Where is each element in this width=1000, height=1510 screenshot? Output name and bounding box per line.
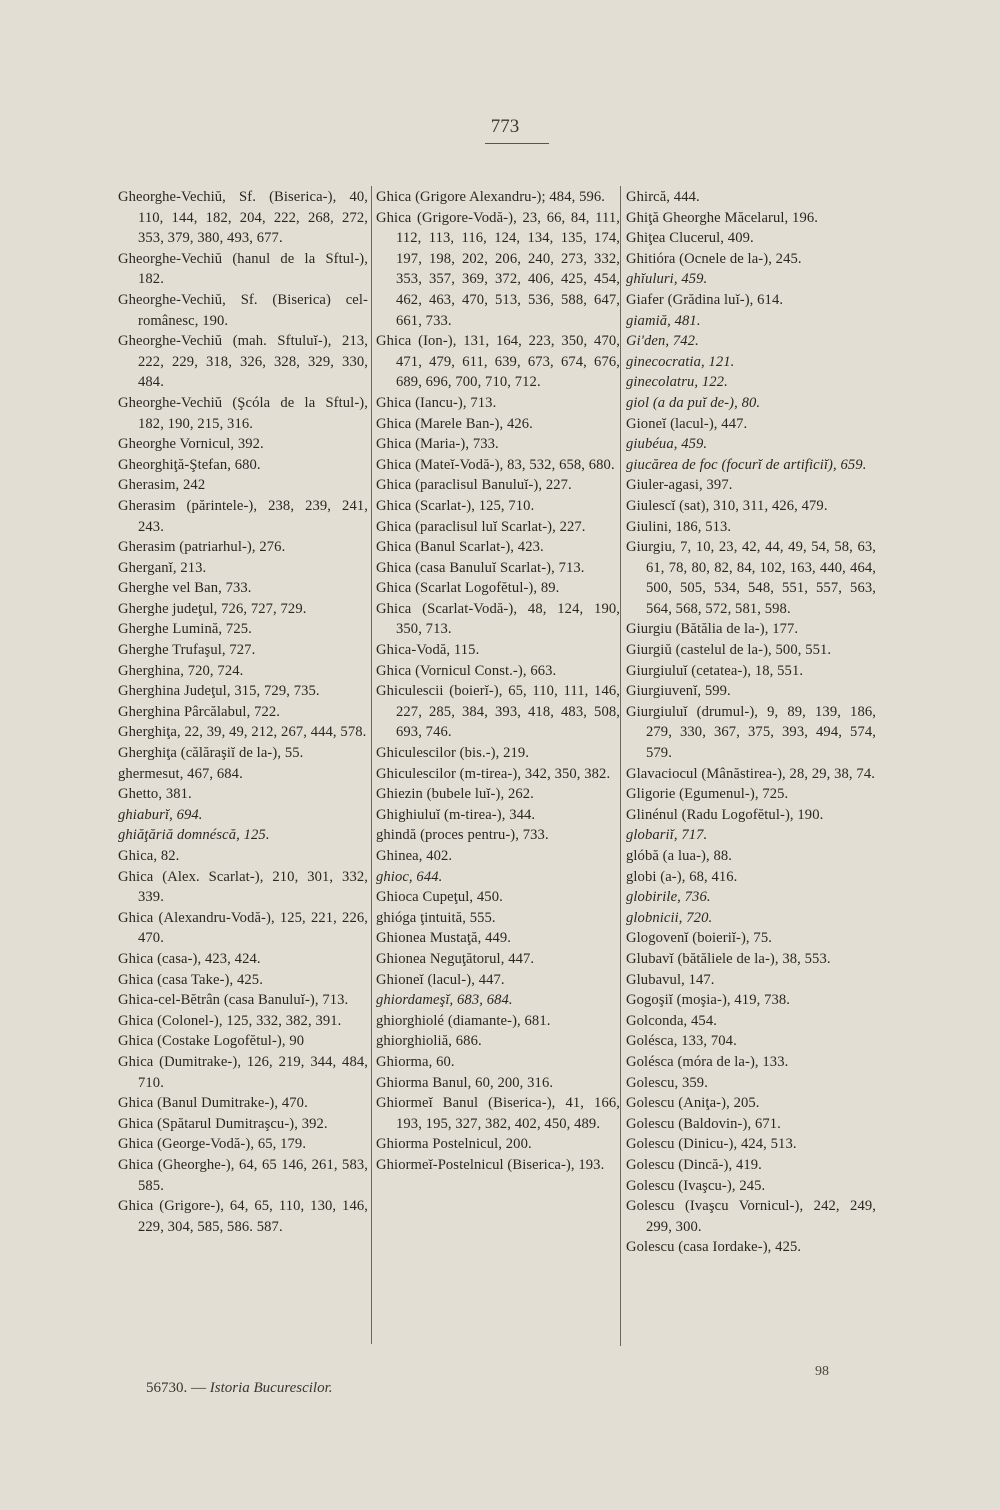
index-entry: ghiorghiolé (diamante-), 681. xyxy=(376,1012,551,1029)
index-entry: Giurgiuvenĭ, 599. xyxy=(626,683,731,700)
index-entry: Ghica (Dumitrake-), 126, 219, 344, 484, 710. xyxy=(118,1053,368,1091)
index-entry: Giurgiuluĭ (cetatea-), 18, 551. xyxy=(626,662,804,679)
imprint-title: Istoria Bucurescilor. xyxy=(209,1380,333,1396)
index-entry: Golescu, 359. xyxy=(626,1074,708,1091)
index-entry: Ghighiuluĭ (m-tirea-), 344. xyxy=(376,806,536,823)
index-entry: Ghinea, 402. xyxy=(376,848,453,864)
index-entry: Ghica (Scarlat-Vodă-), 48, 124, 190, 350, 713. xyxy=(376,600,620,638)
index-entry: Ghica (Scarlat-), 125, 710. xyxy=(376,497,535,514)
index-entry: Ghiţă Gheorghe Măcelarul, 196. xyxy=(626,209,818,226)
index-entry: ghióga ţintuită, 555. xyxy=(376,909,496,926)
index-entry: Ghiţea Clucerul, 409. xyxy=(626,230,754,247)
index-entry: Gherghe Trufaşul, 727. xyxy=(118,642,256,659)
index-entry: ginecolatru, 122. xyxy=(626,374,728,391)
index-column-1 xyxy=(118,187,368,1237)
index-entry: Golésca, 133, 704. xyxy=(626,1033,737,1050)
index-entry: giol (a da puĭ de-), 80. xyxy=(626,394,761,411)
index-entry: ghermesut, 467, 684. xyxy=(118,765,243,782)
index-entry: Golconda, 454. xyxy=(626,1012,717,1029)
index-entry: Gherasim, 242 xyxy=(118,477,206,494)
index-entry: Ghioneĭ (lacul-), 447. xyxy=(376,971,505,988)
index-entry: Ghetto, 381. xyxy=(118,786,192,803)
index-entry: ghiordameşĭ, 683, 684. xyxy=(376,992,513,1009)
index-entry: Giulini, 186, 513. xyxy=(626,518,732,535)
index-entry: Gogoşiĭ (moşia-), 419, 738. xyxy=(626,992,791,1009)
index-entry: Ghica (Grigore-Vodă-), 23, 66, 84, 111, 112, 113, 116, 124, 134, 135, 174, 197, 198, 202, 206, 240, 273, 332, 353, 357, 369, 372, 406, 425, 454, 462, 463, 470, 513, 536, 588, 647, 661, 733. xyxy=(376,209,620,329)
index-entry: Glubavĭ (bătăliele de la-), 38, 553. xyxy=(626,950,831,967)
index-entry: Glinénul (Radu Logofĕtul-), 190. xyxy=(626,806,824,823)
index-entry: Gligorie (Egumenul-), 725. xyxy=(626,786,789,803)
index-entry: Ghica (Alex. Scarlat-), 210, 301, 332, 339. xyxy=(118,868,368,906)
index-entry: Ghica (Spătarul Dumitraşcu-), 392. xyxy=(118,1115,328,1132)
index-entry: Gherghiţa (călăraşiĭ de la-), 55. xyxy=(118,745,304,762)
index-entry: Ghica (Gheorghe-), 64, 65 146, 261, 583, 585. xyxy=(118,1156,368,1194)
column-divider-2 xyxy=(620,186,621,1346)
index-entry: giucărea de foc (focurĭ de artificiĭ), 659. xyxy=(626,456,867,473)
footer-imprint xyxy=(146,1380,333,1397)
index-entry: Ghica (Grigore Alexandru-); 484, 596. xyxy=(376,189,606,205)
index-entry: Ghica (Marele Ban-), 426. xyxy=(376,415,533,432)
index-entry: Ghica-cel-Bĕtrân (casa Banuluĭ-), 713. xyxy=(118,992,349,1009)
index-entry: Gheorghe-Vechiŭ, Sf. (Biserica-), 40, 110, 144, 182, 204, 222, 268, 272, 353, 379, 380, 493, 677. xyxy=(118,189,368,247)
index-entry: ghiăţăriă domnéscă, 125. xyxy=(118,827,270,844)
index-entry: Gheorghe-Vechiŭ (Şcóla de la Sftul-), 182, 190, 215, 316. xyxy=(118,394,368,432)
index-entry: ginecocratia, 121. xyxy=(626,353,735,370)
index-entry: giamiă, 481. xyxy=(626,312,701,329)
index-entry: Ghiorma Banul, 60, 200, 316. xyxy=(376,1074,554,1091)
index-entry: Gherganĭ, 213. xyxy=(118,559,207,576)
index-entry: Ghiculescilor (bis.-), 219. xyxy=(376,745,530,762)
index-entry: Ghircă, 444. xyxy=(626,189,700,205)
index-entry: Glogovenĭ (boieriĭ-), 75. xyxy=(626,930,772,947)
page-number: 773 xyxy=(490,116,520,137)
index-entry: globnicii, 720. xyxy=(626,909,713,926)
index-entry: Ghica (paraclisul Banuluĭ-), 227. xyxy=(376,477,572,494)
index-entry: Golescu (Dincă-), 419. xyxy=(626,1156,762,1173)
index-entry: Giurgiu, 7, 10, 23, 42, 44, 49, 54, 58, 63, 61, 78, 80, 82, 84, 102, 163, 440, 464, 500, 505, 534, 548, 551, 557, 563, 564, 568, 572, 581, 598. xyxy=(626,539,876,617)
index-entry: Gheorghe Vornicul, 392. xyxy=(118,436,264,453)
index-entry: Golescu (Aniţa-), 205. xyxy=(626,1095,760,1112)
index-entry: globirile, 736. xyxy=(626,889,711,906)
index-entry: Ghiormeĭ Banul (Biserica-), 41, 166, 193, 195, 327, 382, 402, 450, 489. xyxy=(376,1095,620,1132)
index-entry: Gherghina, 720, 724. xyxy=(118,662,244,679)
index-entry: Gherghina Pârcălabul, 722. xyxy=(118,703,281,720)
index-entry: Giurgiu (Bătălia de la-), 177. xyxy=(626,621,799,638)
column-divider-1 xyxy=(371,186,372,1344)
index-entry: Ghiculescilor (m-tirea-), 342, 350, 382. xyxy=(376,765,611,782)
index-entry: Ghitióra (Ocnele de la-), 245. xyxy=(626,250,802,267)
index-entry: Gherasim (patriarhul-), 276. xyxy=(118,539,286,556)
index-entry: Gherghe vel Ban, 733. xyxy=(118,580,252,597)
index-entry: Glavaciocul (Mânăstirea-), 28, 29, 38, 74. xyxy=(626,765,875,782)
signature-mark: 98 xyxy=(815,1364,829,1379)
index-entry: Ghica (Colonel-), 125, 332, 382, 391. xyxy=(118,1012,342,1029)
index-entry: Ghica (Maria-), 733. xyxy=(376,436,499,453)
index-entry: Ghica-Vodă, 115. xyxy=(376,642,480,659)
index-entry: Gherasim (părintele-), 238, 239, 241, 243. xyxy=(118,497,368,535)
index-entry: Golescu (casa Iordake-), 425. xyxy=(626,1239,802,1256)
index-entry: Gherghe judeţul, 726, 727, 729. xyxy=(118,600,307,617)
index-entry: ghiorghioliă, 686. xyxy=(376,1033,482,1050)
index-entry: Ghionea Neguţătorul, 447. xyxy=(376,950,535,967)
index-entry: Ghica (Costake Logofĕtul-), 90 xyxy=(118,1033,305,1050)
index-entry: Ghioca Cupeţul, 450. xyxy=(376,889,503,906)
index-entry: Ghica (casa Take-), 425. xyxy=(118,971,263,988)
index-entry: Golescu (Ivaşcu-), 245. xyxy=(626,1177,766,1194)
index-entry: Gheorghe-Vechiŭ (mah. Sftuluĭ-), 213, 222, 229, 318, 326, 328, 329, 330, 484. xyxy=(118,333,368,391)
index-entry: glóbă (a lua-), 88. xyxy=(626,848,733,864)
index-entry: Ghiormeĭ-Postelnicul (Biserica-), 193. xyxy=(376,1156,605,1173)
index-entry: Gherghina Judeţul, 315, 729, 735. xyxy=(118,683,320,700)
index-entry: Ghica (George-Vodă-), 65, 179. xyxy=(118,1136,307,1153)
index-entry: Giurgiŭ (castelul de la-), 500, 551. xyxy=(626,642,832,659)
index-entry: Ghica (Grigore-), 64, 65, 110, 130, 146, 229, 304, 585, 586. 587. xyxy=(118,1198,368,1235)
imprint-number: 56730. — xyxy=(146,1380,206,1396)
index-entry: Giafer (Grădina luĭ-), 614. xyxy=(626,291,784,308)
index-column-3 xyxy=(626,187,876,1258)
page-number-rule xyxy=(485,143,549,144)
index-entry: globariĭ, 717. xyxy=(626,827,708,844)
index-entry: ghindă (proces pentru-), 733. xyxy=(376,827,549,844)
index-entry: ghĭuluri, 459. xyxy=(626,271,708,288)
index-entry: ghiaburĭ, 694. xyxy=(118,806,203,823)
index-entry: Gi'den, 742. xyxy=(626,333,699,350)
index-entry: Ghica (Mateĭ-Vodă-), 83, 532, 658, 680. xyxy=(376,456,615,473)
index-entry: Ghiezin (bubele luĭ-), 262. xyxy=(376,786,534,803)
index-column-2 xyxy=(376,187,620,1176)
index-entry: Gheorghe-Vechiŭ, Sf. (Biserica) cel-românesc, 190. xyxy=(118,291,368,329)
index-entry: Ghiorma Postelnicul, 200. xyxy=(376,1136,532,1153)
index-entry: Gheorghe-Vechiŭ (hanul de la Sftul-), 182. xyxy=(118,250,368,288)
index-entry: Giuler-agasi, 397. xyxy=(626,477,733,494)
index-entry: Gherghiţa, 22, 39, 49, 212, 267, 444, 578. xyxy=(118,724,367,741)
index-entry: Ghica (Banul Scarlat-), 423. xyxy=(376,539,544,556)
index-entry: Golescu (Baldovin-), 671. xyxy=(626,1115,781,1132)
index-entry: Ghiculescii (boierĭ-), 65, 110, 111, 146, 227, 285, 384, 393, 418, 483, 508, 693, 746. xyxy=(376,683,620,741)
index-entry: Ghica (Banul Dumitrake-), 470. xyxy=(118,1095,308,1112)
index-entry: Golésca (móra de la-), 133. xyxy=(626,1053,789,1070)
index-entry: Ghica (casa-), 423, 424. xyxy=(118,950,261,967)
index-entry: Ghica (Vornicul Const.-), 663. xyxy=(376,662,557,679)
index-entry: Giulescĭ (sat), 310, 311, 426, 479. xyxy=(626,497,828,514)
index-entry: Golescu (Dinicu-), 424, 513. xyxy=(626,1136,797,1153)
index-entry: Gherghe Lumină, 725. xyxy=(118,621,252,638)
index-entry: Ghionea Mustaţă, 449. xyxy=(376,930,512,947)
index-entry: Glubavul, 147. xyxy=(626,971,715,988)
index-entry: globi (a-), 68, 416. xyxy=(626,868,738,885)
index-entry: Gheorghiţă-Ştefan, 680. xyxy=(118,456,261,473)
index-entry: Ghica (Scarlat Logofĕtul-), 89. xyxy=(376,580,560,597)
index-entry: Giurgiuluĭ (drumul-), 9, 89, 139, 186, 279, 330, 367, 375, 393, 494, 574, 579. xyxy=(626,703,876,762)
index-entry: Ghica (Alexandru-Vodă-), 125, 221, 226, 470. xyxy=(118,909,368,947)
index-entry: ghioc, 644. xyxy=(376,868,443,885)
index-entry: Gioneĭ (lacul-), 447. xyxy=(626,415,748,432)
index-entry: Ghica, 82. xyxy=(118,848,180,864)
index-entry: Ghica (paraclisul luĭ Scarlat-), 227. xyxy=(376,518,586,535)
index-entry: Golescu (Ivaşcu Vornicul-), 242, 249, 299, 300. xyxy=(626,1198,876,1235)
index-entry: Ghica (Iancu-), 713. xyxy=(376,394,497,411)
index-entry: Ghica (casa Banuluĭ Scarlat-), 713. xyxy=(376,559,585,576)
index-entry: Ghica (Ion-), 131, 164, 223, 350, 470, 471, 479, 611, 639, 673, 674, 676, 689, 696, 700, 710, 712. xyxy=(376,333,620,391)
index-entry: giubéua, 459. xyxy=(626,436,708,453)
index-entry: Ghiorma, 60. xyxy=(376,1053,455,1070)
